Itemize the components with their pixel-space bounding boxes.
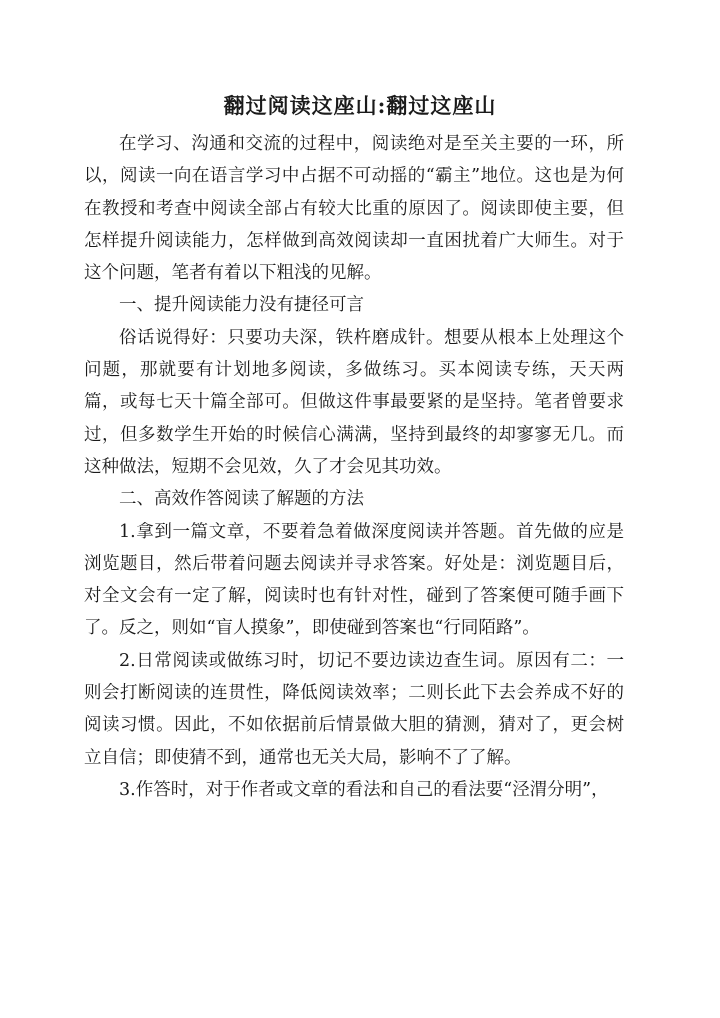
paragraph-point-1: 1.拿到一篇文章，不要着急着做深度阅读并答题。首先做的应是浏览题目，然后带着问题去阅读并寻求答案。好处是：浏览题目后，对全文会有一定了解，阅读时也有针对性，碰到了答案便可随手画下了。反之，则如“盲人摸象”，即使碰到答案也“行同陌路”。 bbox=[84, 521, 624, 639]
paragraph-intro: 在学习、沟通和交流的过程中，阅读绝对是至关主要的一环，所以，阅读一向在语言学习中占据不可动摇的“霸主”地位。这也是为何在教授和考查中阅读全部占有较大比重的原因了。阅读即使主要，但怎样提升阅读能力，怎样做到高效阅读却一直困扰着广大师生。对于这个问题，笔者有着以下粗浅的见解。 bbox=[84, 134, 624, 284]
section-heading-1: 一、提升阅读能力没有捷径可言 bbox=[119, 295, 364, 316]
section-heading-2: 二、高效作答阅读了解题的方法 bbox=[119, 489, 364, 510]
paragraph-point-2: 2.日常阅读或做练习时，切记不要边读边查生词。原因有二：一则会打断阅读的连贯性，降低阅读效率；二则长此下去会养成不好的阅读习惯。因此，不如依据前后情景做大胆的猜测，猜对了，更会树立自信；即使猜不到，通常也无关大局，影响不了了解。 bbox=[84, 650, 624, 768]
paragraph-point-3: 3.作答时，对于作者或文章的看法和自己的看法要“泾渭分明”， bbox=[119, 779, 609, 800]
document-body bbox=[84, 128, 624, 806]
paragraph-section-1: 俗话说得好：只要功夫深，铁杵磨成针。想要从根本上处理这个问题，那就要有计划地多阅读，多做练习。买本阅读专练，天天两篇，或每七天十篇全部可。但做这件事最要紧的是坚持。笔者曾要求过，但多数学生开始的时候信心满满，坚持到最终的却寥寥无几。而这种做法，短期不会见效，久了才会见其功效。 bbox=[84, 327, 624, 477]
document-title: 翻过阅读这座山:翻过这座山 bbox=[223, 93, 497, 118]
